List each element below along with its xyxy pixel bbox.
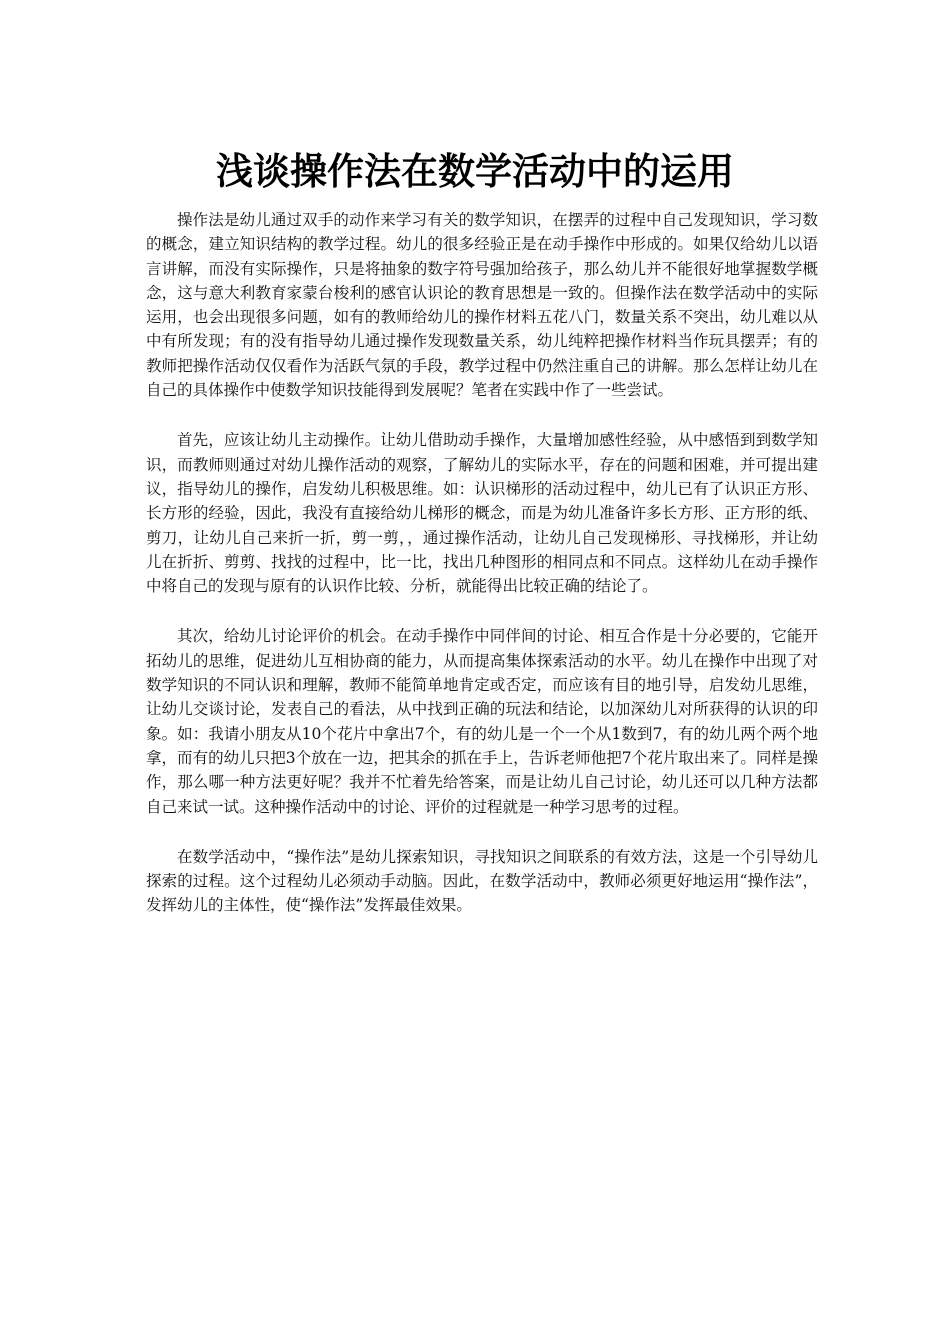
paragraph-second: 其次，给幼儿讨论评价的机会。在动手操作中同伴间的讨论、相互合作是十分必要的，它能开拓幼儿的思维，促进幼儿互相协商的能力，从而提高集体探索活动的水平。幼儿在操作中出现了对数学知识的不同认识和理解，教师不能简单地肯定或否定，而应该有目的地引导，启发幼儿思维，让幼儿交谈讨论，发表自己的看法，从中找到正确的玩法和结论，以加深幼儿对所获得的认识的印象。如：我请小朋友从10个花片中拿出7个，有的幼儿是一个一个从1数到7，有的幼儿两个两个地拿，而有的幼儿只把3个放在一边，把其余的抓在手上，告诉老师他把7个花片取出来了。同样是操作，那么哪一种方法更好呢？我并不忙着先给答案，而是让幼儿自己讨论，幼儿还可以几种方法都自己来试一试。这种操作活动中的讨论、评价的过程就是一种学习思考的过程。 [146, 627, 818, 816]
paragraph-intro: 操作法是幼儿通过双手的动作来学习有关的数学知识，在摆弄的过程中自己发现知识，学习数的概念，建立知识结构的教学过程。幼儿的很多经验正是在动手操作中形成的。如果仅给幼儿以语言讲解，而没有实际操作，只是将抽象的数字符号强加给孩子，那么幼儿并不能很好地掌握数学概念，这与意大利教育家蒙台梭利的感官认识论的教育思想是一致的。但操作法在数学活动中的实际运用，也会出现很多问题，如有的教师给幼儿的操作材料五花八门，数量关系不突出，幼儿难以从中有所发现；有的没有指导幼儿通过操作发现数量关系，幼儿纯粹把操作材料当作玩具摆弄；有的教师把操作活动仅仅看作为活跃气氛的手段，教学过程中仍然注重自己的讲解。那么怎样让幼儿在自己的具体操作中使数学知识技能得到发展呢？笔者在实践中作了一些尝试。 [146, 211, 818, 400]
paragraph-conclusion: 在数学活动中，“操作法”是幼儿探索知识，寻找知识之间联系的有效方法，这是一个引导幼儿探索的过程。这个过程幼儿必须动手动脑。因此，在数学活动中，教师必须更好地运用“操作法”，发挥幼儿的主体性，使“操作法”发挥最佳效果。 [146, 847, 818, 915]
document-body [146, 208, 818, 944]
paragraph-first: 首先，应该让幼儿主动操作。让幼儿借助动手操作，大量增加感性经验，从中感悟到到数学知识，而教师则通过对幼儿操作活动的观察，了解幼儿的实际水平，存在的问题和困难，并可提出建议，指导幼儿的操作，启发幼儿积极思维。如：认识梯形的活动过程中，幼儿已有了认识正方形、长方形的经验，因此，我没有直接给幼儿梯形的概念，而是为幼儿准备许多长方形、正方形的纸、剪刀，让幼儿自己来折一折，剪一剪，，通过操作活动，让幼儿自己发现梯形、寻找梯形，并让幼儿在折折、剪剪、找找的过程中，比一比，找出几种图形的相同点和不同点。这样幼儿在动手操作中将自己的发现与原有的认识作比较、分析，就能得出比较正确的结论了。 [146, 431, 818, 596]
document-title: 浅谈操作法在数学活动中的运用 [216, 150, 734, 193]
